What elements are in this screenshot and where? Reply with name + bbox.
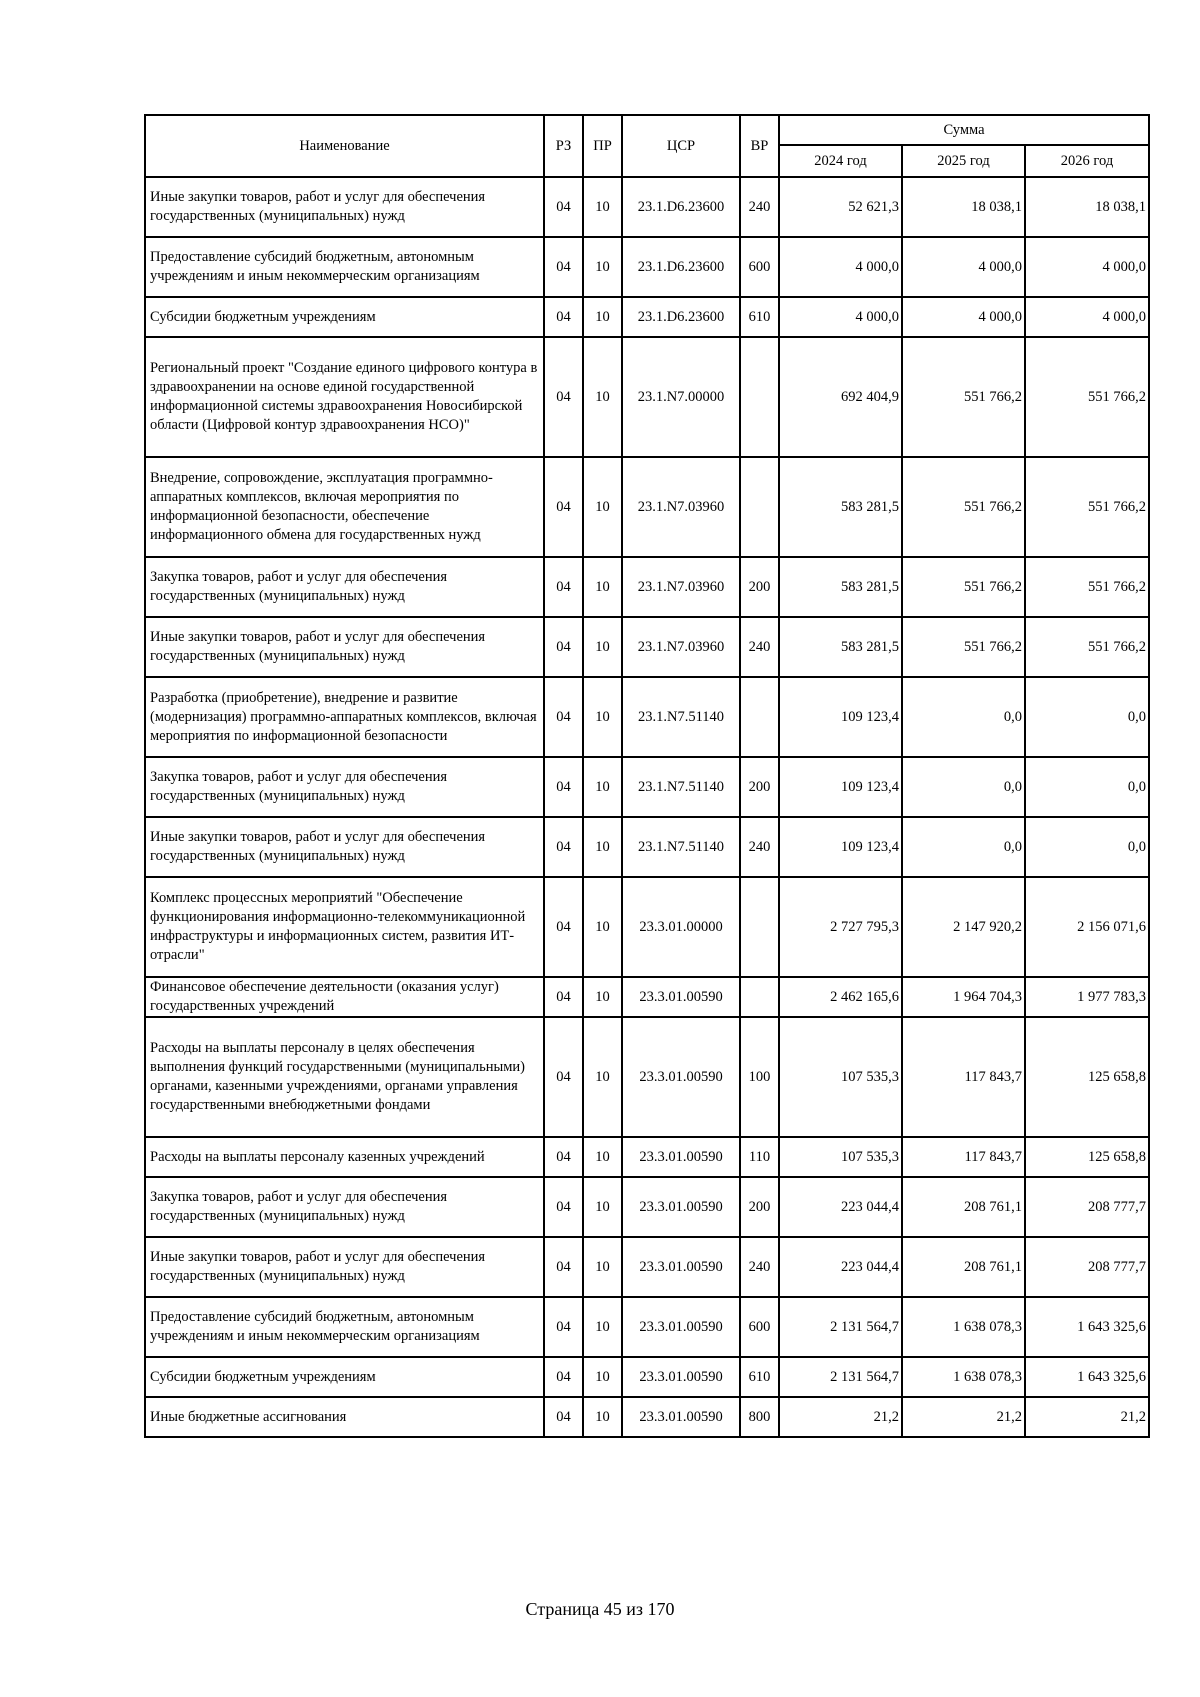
row-sum-2024: 2 131 564,7	[779, 1357, 902, 1397]
row-pr: 10	[583, 617, 622, 677]
row-sum-2025: 551 766,2	[902, 557, 1025, 617]
row-rz: 04	[544, 457, 583, 557]
row-pr: 10	[583, 237, 622, 297]
row-vr: 600	[740, 1297, 779, 1357]
row-pr: 10	[583, 1357, 622, 1397]
row-sum-2024: 583 281,5	[779, 457, 902, 557]
row-vr: 240	[740, 1237, 779, 1297]
row-csr: 23.1.D6.23600	[622, 297, 740, 337]
row-csr: 23.3.01.00590	[622, 1237, 740, 1297]
row-sum-2025: 551 766,2	[902, 617, 1025, 677]
row-csr: 23.3.01.00590	[622, 1357, 740, 1397]
row-vr	[740, 457, 779, 557]
table-row	[145, 237, 1149, 297]
row-sum-2024: 2 131 564,7	[779, 1297, 902, 1357]
row-csr: 23.3.01.00590	[622, 1137, 740, 1177]
row-rz: 04	[544, 1357, 583, 1397]
row-sum-2024: 52 621,3	[779, 177, 902, 237]
row-csr: 23.3.01.00590	[622, 1017, 740, 1137]
row-vr: 600	[740, 237, 779, 297]
row-sum-2026: 1 643 325,6	[1025, 1297, 1149, 1357]
header-pr: ПР	[583, 115, 622, 177]
table-row	[145, 1017, 1149, 1137]
row-name: Расходы на выплаты персоналу в целях обеспечения выполнения функций государственными (муниципальными) органами, казенными учреждениями, органами управления государственными внебюджетными фондами	[145, 1017, 544, 1137]
row-rz: 04	[544, 677, 583, 757]
table-row	[145, 977, 1149, 1017]
row-sum-2025: 0,0	[902, 817, 1025, 877]
row-rz: 04	[544, 1237, 583, 1297]
row-rz: 04	[544, 297, 583, 337]
row-sum-2025: 21,2	[902, 1397, 1025, 1437]
row-vr	[740, 977, 779, 1017]
row-name: Предоставление субсидий бюджетным, автономным учреждениям и иным некоммерческим организациям	[145, 1297, 544, 1357]
row-name: Субсидии бюджетным учреждениям	[145, 297, 544, 337]
row-vr: 200	[740, 557, 779, 617]
row-rz: 04	[544, 817, 583, 877]
row-name: Иные бюджетные ассигнования	[145, 1397, 544, 1437]
row-name: Предоставление субсидий бюджетным, автономным учреждениям и иным некоммерческим организациям	[145, 237, 544, 297]
row-vr: 610	[740, 297, 779, 337]
row-vr: 800	[740, 1397, 779, 1437]
row-sum-2026: 551 766,2	[1025, 337, 1149, 457]
row-sum-2025: 117 843,7	[902, 1137, 1025, 1177]
row-sum-2025: 1 638 078,3	[902, 1297, 1025, 1357]
row-name: Разработка (приобретение), внедрение и развитие (модернизация) программно-аппаратных комплексов, включая мероприятия по информационной безопасности	[145, 677, 544, 757]
row-csr: 23.1.N7.03960	[622, 457, 740, 557]
row-sum-2024: 2 462 165,6	[779, 977, 902, 1017]
row-name: Иные закупки товаров, работ и услуг для обеспечения государственных (муниципальных) нужд	[145, 617, 544, 677]
row-sum-2024: 223 044,4	[779, 1177, 902, 1237]
row-name: Финансовое обеспечение деятельности (оказания услуг) государственных учреждений	[145, 977, 544, 1017]
row-csr: 23.1.D6.23600	[622, 177, 740, 237]
row-csr: 23.1.N7.03960	[622, 617, 740, 677]
row-rz: 04	[544, 1397, 583, 1437]
row-name: Закупка товаров, работ и услуг для обеспечения государственных (муниципальных) нужд	[145, 1177, 544, 1237]
row-rz: 04	[544, 1137, 583, 1177]
table-row	[145, 1297, 1149, 1357]
row-sum-2024: 4 000,0	[779, 237, 902, 297]
row-rz: 04	[544, 337, 583, 457]
row-rz: 04	[544, 617, 583, 677]
row-sum-2026: 551 766,2	[1025, 557, 1149, 617]
row-sum-2025: 1 964 704,3	[902, 977, 1025, 1017]
row-name: Иные закупки товаров, работ и услуг для обеспечения государственных (муниципальных) нужд	[145, 1237, 544, 1297]
row-sum-2026: 125 658,8	[1025, 1017, 1149, 1137]
row-sum-2025: 2 147 920,2	[902, 877, 1025, 977]
row-sum-2026: 551 766,2	[1025, 457, 1149, 557]
header-csr: ЦСР	[622, 115, 740, 177]
row-csr: 23.3.01.00590	[622, 1397, 740, 1437]
row-vr: 110	[740, 1137, 779, 1177]
table-row	[145, 757, 1149, 817]
row-pr: 10	[583, 297, 622, 337]
row-vr: 240	[740, 817, 779, 877]
row-sum-2024: 21,2	[779, 1397, 902, 1437]
row-sum-2026: 0,0	[1025, 817, 1149, 877]
row-csr: 23.1.N7.51140	[622, 757, 740, 817]
row-vr	[740, 877, 779, 977]
table-row	[145, 617, 1149, 677]
row-pr: 10	[583, 817, 622, 877]
row-pr: 10	[583, 1177, 622, 1237]
row-csr: 23.3.01.00590	[622, 1177, 740, 1237]
row-sum-2025: 551 766,2	[902, 337, 1025, 457]
row-sum-2025: 18 038,1	[902, 177, 1025, 237]
row-sum-2025: 4 000,0	[902, 297, 1025, 337]
header-sum: Сумма	[779, 115, 1149, 145]
table-row	[145, 297, 1149, 337]
row-sum-2026: 0,0	[1025, 677, 1149, 757]
row-vr: 240	[740, 177, 779, 237]
row-sum-2024: 107 535,3	[779, 1137, 902, 1177]
row-pr: 10	[583, 1137, 622, 1177]
row-sum-2024: 109 123,4	[779, 757, 902, 817]
row-csr: 23.1.N7.00000	[622, 337, 740, 457]
row-pr: 10	[583, 557, 622, 617]
row-sum-2024: 4 000,0	[779, 297, 902, 337]
row-pr: 10	[583, 977, 622, 1017]
row-name: Закупка товаров, работ и услуг для обеспечения государственных (муниципальных) нужд	[145, 757, 544, 817]
table-row	[145, 177, 1149, 237]
row-sum-2025: 1 638 078,3	[902, 1357, 1025, 1397]
row-vr	[740, 337, 779, 457]
page-number: Страница 45 из 170	[525, 1599, 675, 1619]
row-csr: 23.3.01.00590	[622, 977, 740, 1017]
row-rz: 04	[544, 557, 583, 617]
row-pr: 10	[583, 1017, 622, 1137]
row-name: Иные закупки товаров, работ и услуг для обеспечения государственных (муниципальных) нужд	[145, 177, 544, 237]
row-sum-2026: 0,0	[1025, 757, 1149, 817]
row-sum-2026: 208 777,7	[1025, 1237, 1149, 1297]
header-vr: ВР	[740, 115, 779, 177]
row-sum-2026: 125 658,8	[1025, 1137, 1149, 1177]
row-pr: 10	[583, 1297, 622, 1357]
row-pr: 10	[583, 1237, 622, 1297]
row-name: Субсидии бюджетным учреждениям	[145, 1357, 544, 1397]
row-rz: 04	[544, 1297, 583, 1357]
row-pr: 10	[583, 337, 622, 457]
table-row	[145, 557, 1149, 617]
row-name: Иные закупки товаров, работ и услуг для обеспечения государственных (муниципальных) нужд	[145, 817, 544, 877]
row-sum-2026: 208 777,7	[1025, 1177, 1149, 1237]
row-sum-2025: 551 766,2	[902, 457, 1025, 557]
row-pr: 10	[583, 457, 622, 557]
row-sum-2026: 18 038,1	[1025, 177, 1149, 237]
row-sum-2024: 583 281,5	[779, 617, 902, 677]
row-vr: 240	[740, 617, 779, 677]
row-csr: 23.1.N7.51140	[622, 817, 740, 877]
table-row	[145, 677, 1149, 757]
table-row	[145, 1177, 1149, 1237]
row-rz: 04	[544, 877, 583, 977]
table-row	[145, 457, 1149, 557]
budget-table	[144, 114, 1150, 1438]
row-name: Закупка товаров, работ и услуг для обеспечения государственных (муниципальных) нужд	[145, 557, 544, 617]
row-name: Комплекс процессных мероприятий "Обеспечение функционирования информационно-телекоммуникационной инфраструктуры и информационных систем, развития ИТ-отрасли"	[145, 877, 544, 977]
row-sum-2026: 4 000,0	[1025, 297, 1149, 337]
row-pr: 10	[583, 1397, 622, 1437]
row-sum-2025: 117 843,7	[902, 1017, 1025, 1137]
row-sum-2025: 4 000,0	[902, 237, 1025, 297]
row-vr	[740, 677, 779, 757]
row-name: Внедрение, сопровождение, эксплуатация программно-аппаратных комплексов, включая мероприятия по информационной безопасности, обеспечение информационного обмена для государственных нужд	[145, 457, 544, 557]
row-sum-2024: 109 123,4	[779, 817, 902, 877]
header-year-2024: 2024 год	[779, 145, 902, 177]
row-sum-2025: 208 761,1	[902, 1237, 1025, 1297]
row-sum-2026: 1 977 783,3	[1025, 977, 1149, 1017]
row-vr: 610	[740, 1357, 779, 1397]
row-vr: 100	[740, 1017, 779, 1137]
table-row	[145, 1137, 1149, 1177]
row-name: Расходы на выплаты персоналу казенных учреждений	[145, 1137, 544, 1177]
row-name: Региональный проект "Создание единого цифрового контура в здравоохранении на основе единой государственной информационной системы здравоохранения Новосибирской области (Цифровой контур здравоохранения НСО)"	[145, 337, 544, 457]
row-sum-2024: 2 727 795,3	[779, 877, 902, 977]
table-row	[145, 337, 1149, 457]
row-pr: 10	[583, 177, 622, 237]
row-rz: 04	[544, 1017, 583, 1137]
row-csr: 23.1.N7.51140	[622, 677, 740, 757]
header-year-2025: 2025 год	[902, 145, 1025, 177]
row-sum-2024: 109 123,4	[779, 677, 902, 757]
row-rz: 04	[544, 977, 583, 1017]
row-sum-2026: 1 643 325,6	[1025, 1357, 1149, 1397]
row-sum-2026: 21,2	[1025, 1397, 1149, 1437]
row-sum-2024: 583 281,5	[779, 557, 902, 617]
row-rz: 04	[544, 177, 583, 237]
row-vr: 200	[740, 1177, 779, 1237]
row-rz: 04	[544, 1177, 583, 1237]
header-rz: РЗ	[544, 115, 583, 177]
row-pr: 10	[583, 677, 622, 757]
table-body	[145, 177, 1149, 1437]
header-name: Наименование	[145, 115, 544, 177]
table-header	[145, 115, 1149, 177]
row-sum-2025: 208 761,1	[902, 1177, 1025, 1237]
table-row	[145, 877, 1149, 977]
header-year-2026: 2026 год	[1025, 145, 1149, 177]
row-rz: 04	[544, 237, 583, 297]
row-vr: 200	[740, 757, 779, 817]
table-row	[145, 1357, 1149, 1397]
row-sum-2025: 0,0	[902, 677, 1025, 757]
row-sum-2025: 0,0	[902, 757, 1025, 817]
row-sum-2024: 107 535,3	[779, 1017, 902, 1137]
row-csr: 23.3.01.00590	[622, 1297, 740, 1357]
row-pr: 10	[583, 757, 622, 817]
row-sum-2026: 4 000,0	[1025, 237, 1149, 297]
row-csr: 23.3.01.00000	[622, 877, 740, 977]
row-sum-2024: 692 404,9	[779, 337, 902, 457]
row-sum-2026: 551 766,2	[1025, 617, 1149, 677]
row-sum-2024: 223 044,4	[779, 1237, 902, 1297]
row-csr: 23.1.D6.23600	[622, 237, 740, 297]
row-pr: 10	[583, 877, 622, 977]
table-row	[145, 817, 1149, 877]
row-rz: 04	[544, 757, 583, 817]
row-sum-2026: 2 156 071,6	[1025, 877, 1149, 977]
table-row	[145, 1397, 1149, 1437]
row-csr: 23.1.N7.03960	[622, 557, 740, 617]
table-row	[145, 1237, 1149, 1297]
